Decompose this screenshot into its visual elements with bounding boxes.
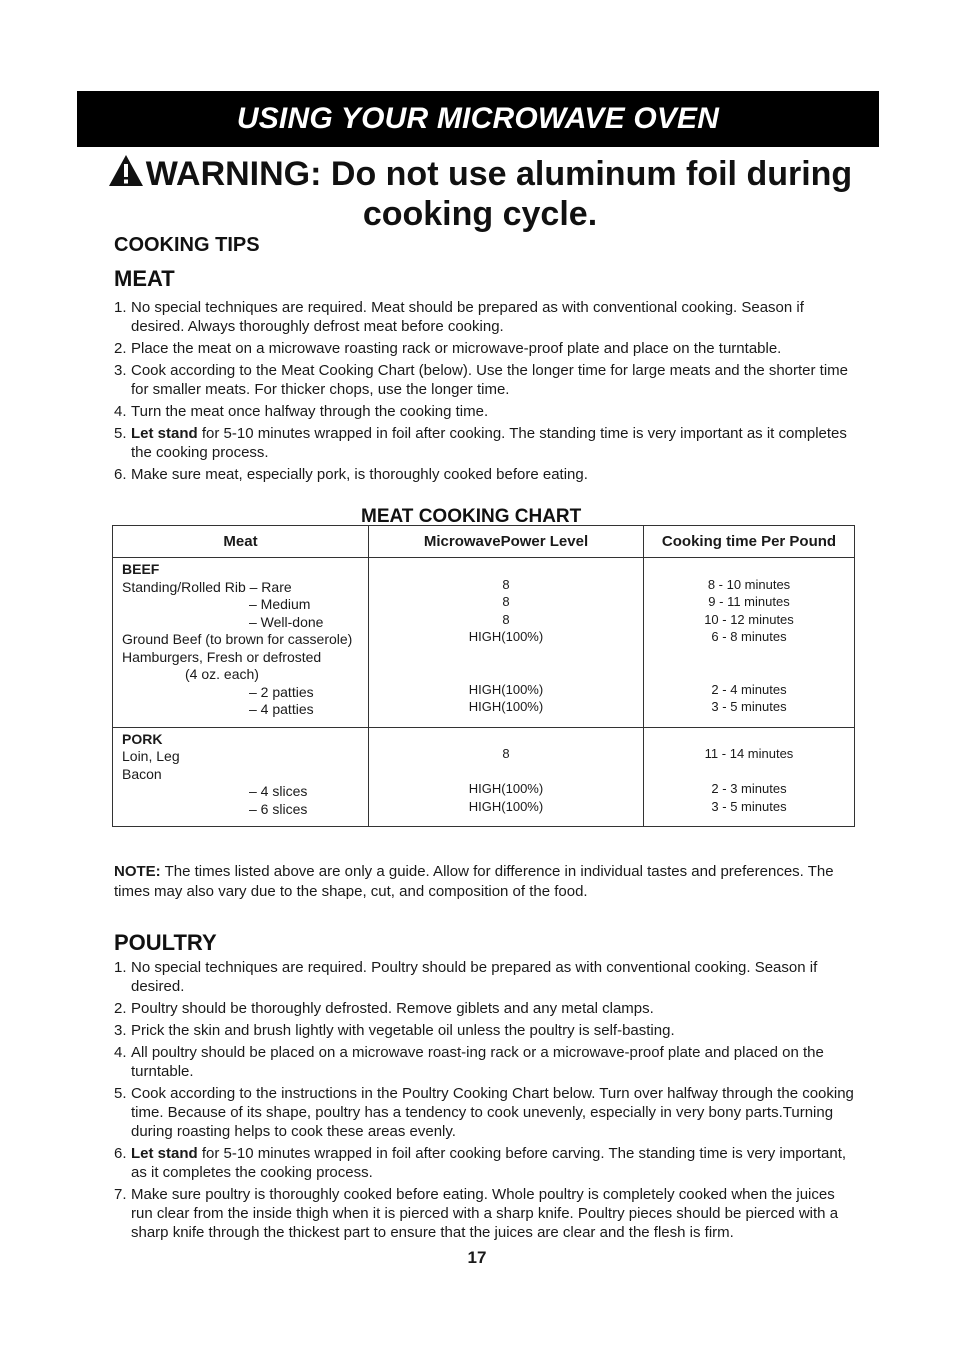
note-label: NOTE:	[114, 863, 161, 880]
meat-item: – Medium	[249, 596, 311, 612]
pork-row	[113, 727, 855, 827]
spacer	[644, 558, 854, 576]
meat-item: – 4 slices	[249, 783, 308, 799]
cooking-time: 8 - 10 minutes	[707, 576, 791, 592]
power-level: 8	[502, 594, 510, 609]
cooking-time: 2 - 4 minutes	[711, 681, 787, 697]
power-level: HIGH(100%)	[468, 781, 544, 796]
list-item: 2. Poultry should be thoroughly defrosted. Remove giblets and any metal clamps.	[114, 1000, 654, 1017]
note-paragraph	[114, 862, 854, 902]
col-header-meat: Meat	[113, 526, 369, 558]
power-level	[369, 663, 643, 681]
meat-item: Bacon	[122, 765, 162, 782]
meat-item: – Well-done	[249, 613, 324, 630]
cooking-time: 10 - 12 minutes	[704, 611, 794, 627]
pork-meat-cell	[113, 727, 369, 827]
beef-power-cell	[369, 558, 644, 728]
banner-title: USING YOUR MICROWAVE OVEN	[236, 102, 720, 135]
col-header-time: Cooking time Per Pound	[644, 526, 855, 558]
list-item: 4. Turn the meat once halfway through the cooking time.	[114, 403, 489, 420]
list-item: 7. Make sure poultry is thoroughly cooked before eating. Whole poultry is completely cooked when the juices run clear from the inside thigh when it is pierced with a sharp knife. Poultry pieces should be pierced with a sharp knife through the thickest part to ensure that the juices are clear and the flesh is firm.	[114, 1186, 839, 1241]
cooking-time: 3 - 5 minutes	[711, 798, 787, 814]
meat-item: – 4 patties	[249, 701, 314, 717]
list-item: 5. Let stand for 5-10 minutes wrapped in foil after cooking. The standing time is very important as it completes the cooking process.	[114, 425, 847, 461]
meat-item: Ground Beef (to brown for casserole)	[122, 631, 353, 647]
spacer	[644, 728, 854, 746]
cooking-tips-heading: COOKING TIPS	[114, 234, 260, 256]
warning-text: WARNING: Do not use aluminum foil during cooking cycle.	[145, 155, 853, 233]
meat-item: Hamburgers, Fresh or defrosted	[122, 648, 322, 665]
power-level	[369, 763, 643, 781]
beef-meat-cell	[113, 558, 369, 728]
col-header-power: MicrowavePower Level	[369, 526, 644, 558]
cooking-time	[644, 646, 854, 664]
meat-group-label: BEEF	[122, 561, 160, 577]
list-item: 3. Cook according to the Meat Cooking Chart (below). Use the longer time for large meats and the shorter time for smaller meats. For thicker chops, use the longer time.	[114, 362, 849, 398]
pork-power-cell	[369, 727, 644, 827]
spacer	[369, 728, 643, 746]
cooking-time: 6 - 8 minutes	[711, 629, 787, 644]
beef-row	[113, 558, 855, 728]
list-item: 5. Cook according to the instructions in the Poultry Cooking Chart below. Turn over halfway through the cooking time. Because of its shape, poultry has a tendency to cook unevenly, especially in very bony parts.Turning during roasting helps to cook these areas evenly.	[114, 1085, 854, 1140]
list-item: 4. All poultry should be placed on a microwave roast-ing rack or a microwave-proof plate and placed on the turntable.	[114, 1044, 824, 1080]
meat-item: Loin, Leg	[122, 748, 180, 764]
section-banner	[77, 91, 879, 147]
power-level: HIGH(100%)	[468, 681, 544, 697]
meat-item: Standing/Rolled Rib – Rare	[122, 578, 292, 595]
list-item: 6. Make sure meat, especially pork, is thoroughly cooked before eating.	[114, 466, 588, 483]
meat-tips-list	[114, 298, 854, 487]
cooking-time: 9 - 11 minutes	[708, 594, 790, 609]
power-level: HIGH(100%)	[468, 699, 544, 714]
meat-chart-title: MEAT COOKING CHART	[361, 506, 582, 527]
power-level: HIGH(100%)	[468, 629, 544, 644]
cooking-time	[644, 663, 854, 681]
cooking-time	[644, 763, 854, 781]
poultry-tips-list	[114, 958, 854, 1245]
page-number: 17	[467, 1248, 487, 1267]
list-item: 3. Prick the skin and brush lightly with vegetable oil unless the poultry is self-basting.	[114, 1022, 675, 1039]
power-level	[369, 646, 643, 664]
meat-item: – 6 slices	[249, 800, 308, 817]
power-level: 8	[502, 576, 510, 592]
spacer	[369, 558, 643, 576]
meat-group-label: PORK	[122, 730, 163, 747]
cooking-time: 2 - 3 minutes	[711, 781, 787, 796]
note-text: The times listed above are only a guide. Allow for difference in individual tastes and preferences. The times may also vary due to the shape, cut, and composition of the food.	[114, 863, 834, 900]
warning-heading	[90, 154, 870, 234]
poultry-heading: POULTRY	[114, 930, 217, 955]
warning-triangle-icon	[108, 154, 144, 187]
list-item: 1. No special techniques are required. Poultry should be prepared as with conventional cooking. Season if desired.	[114, 959, 818, 995]
list-item: 6. Let stand for 5-10 minutes wrapped in foil after cooking before carving. The standing time is very important, as it completes the cooking process.	[114, 1145, 847, 1181]
chart-header-row	[113, 526, 855, 558]
beef-time-cell	[644, 558, 855, 728]
meat-item: (4 oz. each)	[185, 666, 259, 682]
pork-time-cell	[644, 727, 855, 827]
power-level: 8	[502, 611, 510, 627]
meat-heading: MEAT	[114, 266, 175, 291]
meat-cooking-chart	[112, 525, 855, 827]
power-level: HIGH(100%)	[468, 798, 544, 814]
list-item: 2. Place the meat on a microwave roasting rack or microwave-proof plate and place on the turntable.	[114, 340, 782, 357]
list-item: 1. No special techniques are required. Meat should be prepared as with conventional cooking. Season if desired. Always thoroughly defrost meat before cooking.	[114, 299, 804, 335]
cooking-time: 3 - 5 minutes	[711, 699, 787, 714]
cooking-time: 11 - 14 minutes	[704, 746, 794, 761]
power-level: 8	[502, 746, 510, 761]
meat-item: – 2 patties	[249, 683, 314, 700]
